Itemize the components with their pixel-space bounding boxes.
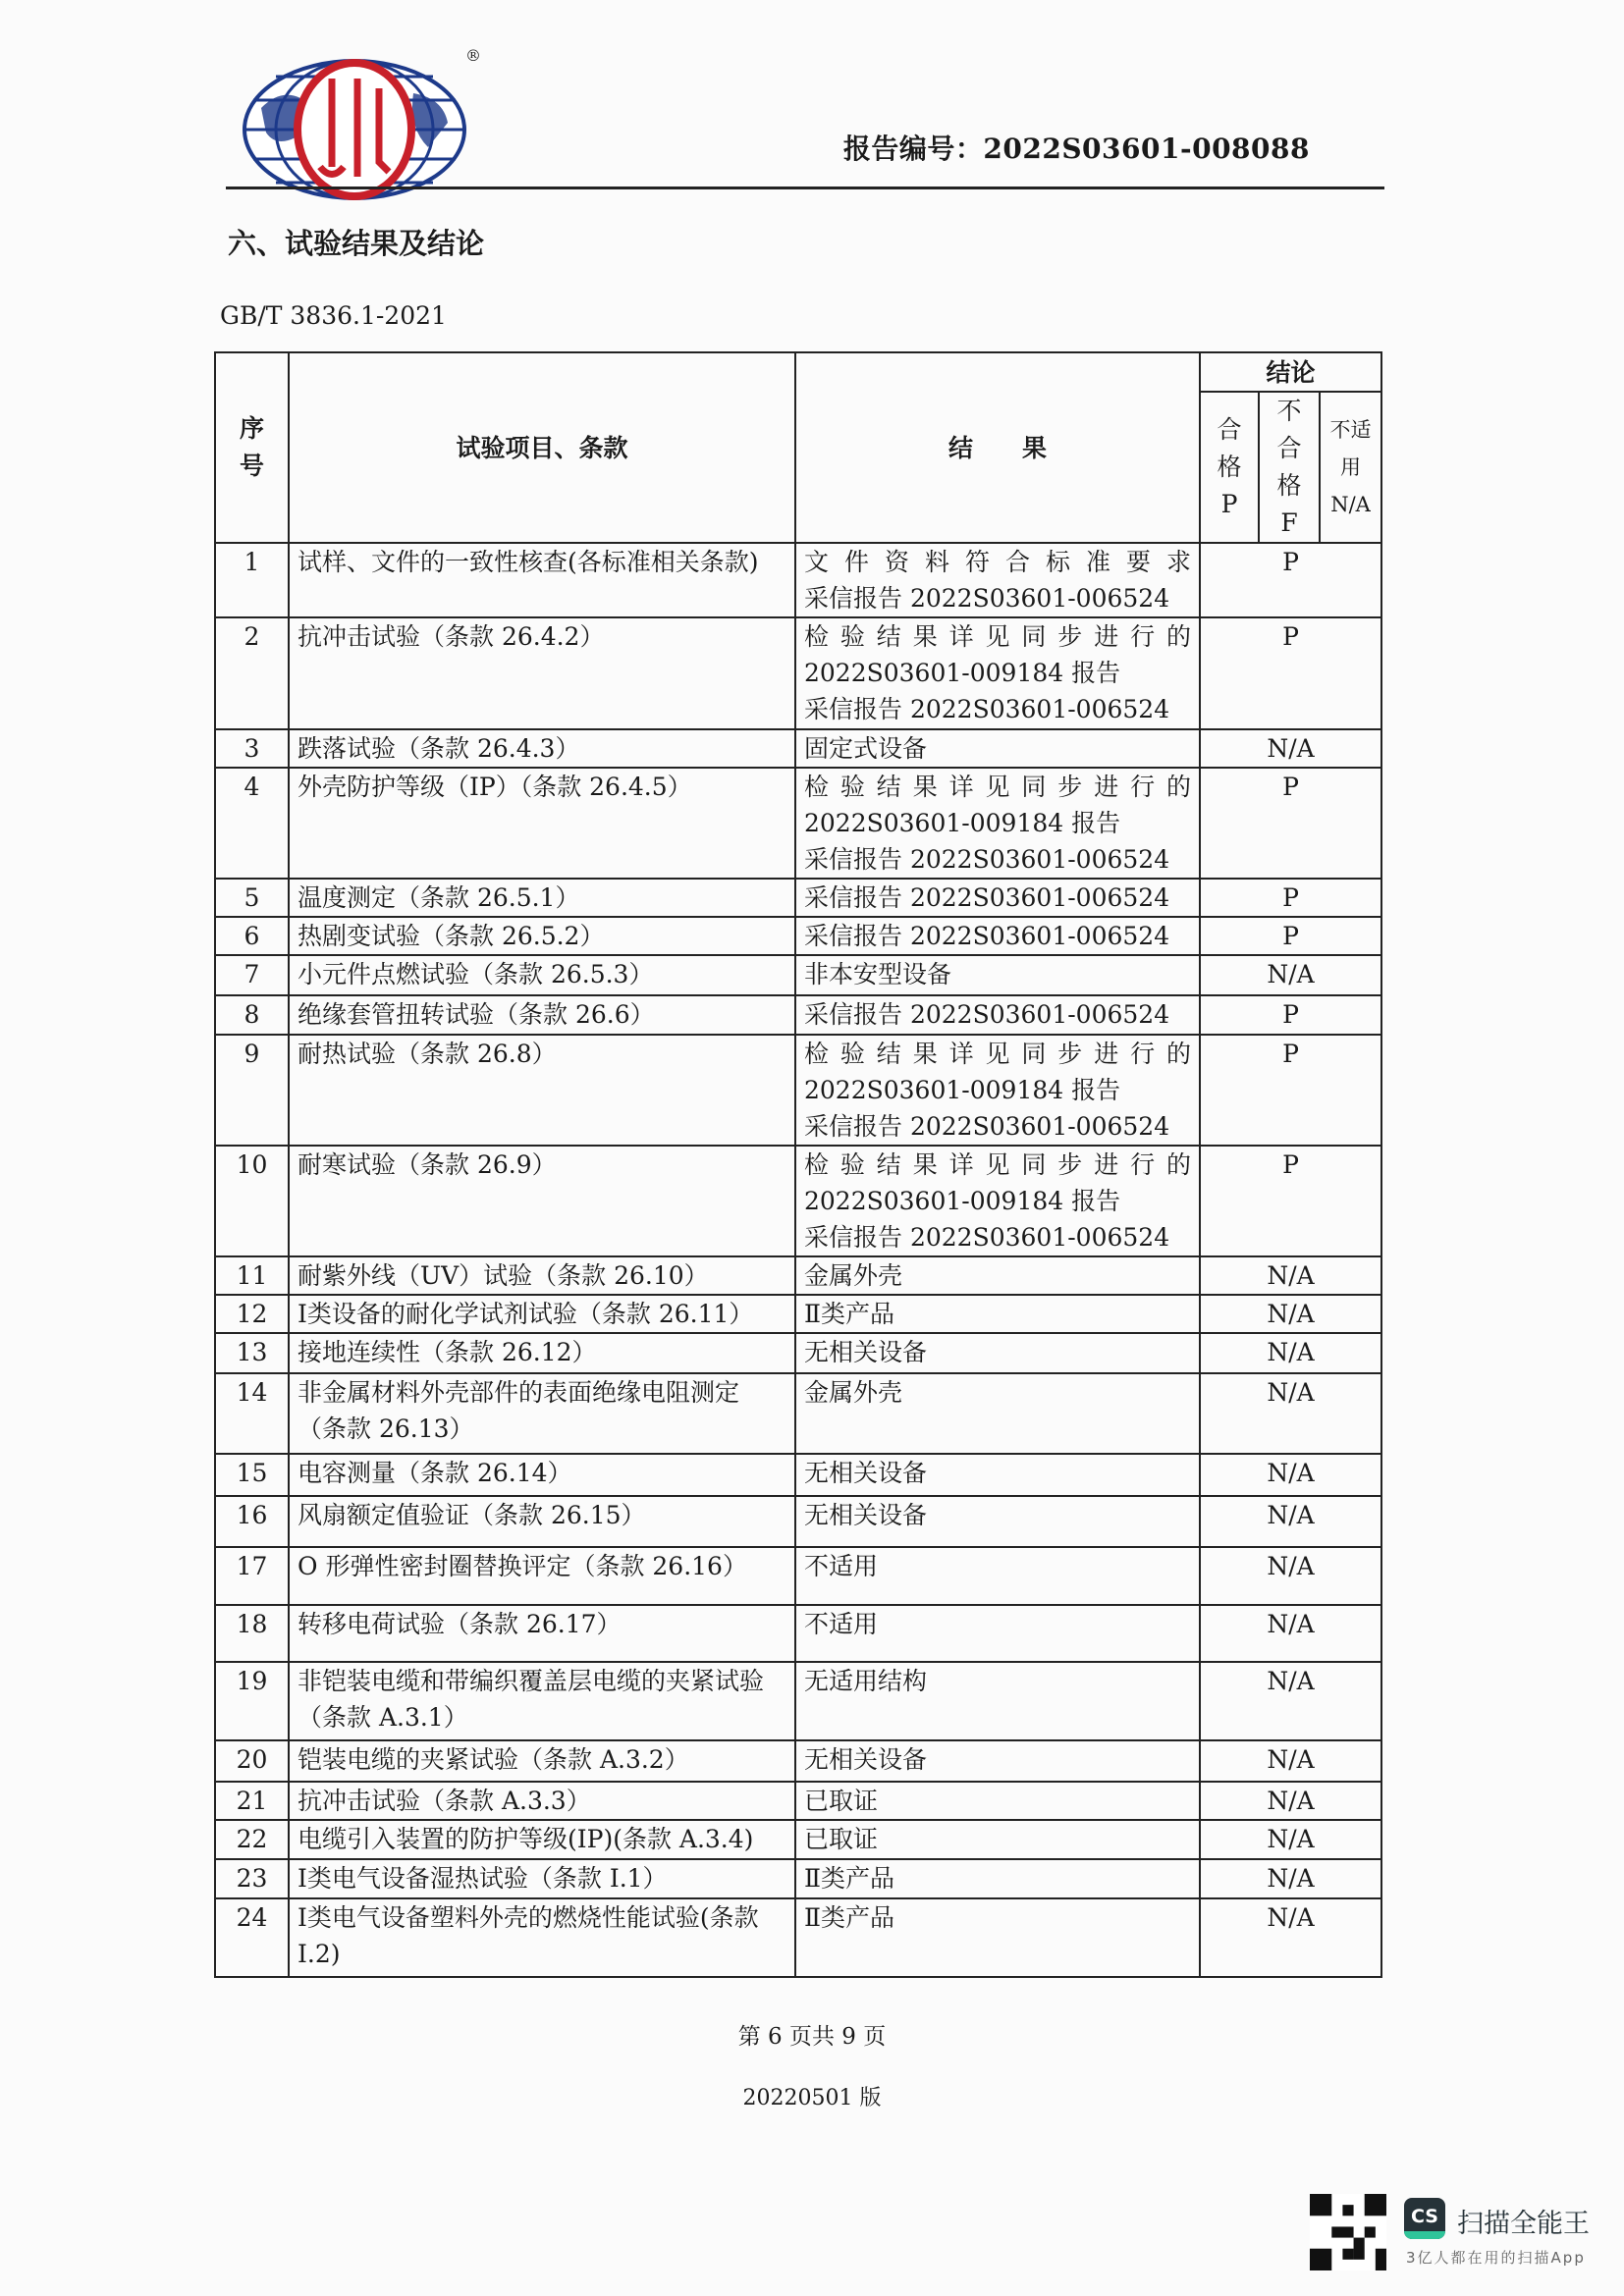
test-result bbox=[795, 879, 1200, 917]
result-line: 检验结果详见同步进行的 bbox=[804, 1150, 1191, 1179]
test-item: 小元件点燃试验（条款 26.5.3） bbox=[289, 955, 795, 995]
conclusion: N/A bbox=[1200, 1256, 1381, 1295]
test-result bbox=[795, 1605, 1200, 1662]
result-line: 2022S03601-009184 报告 bbox=[804, 1076, 1121, 1104]
test-item: 耐寒试验（条款 26.9） bbox=[289, 1146, 795, 1256]
test-result bbox=[795, 1496, 1200, 1547]
conclusion: P bbox=[1200, 1035, 1381, 1146]
result-line: 不适用 bbox=[804, 1552, 879, 1580]
test-result bbox=[795, 729, 1200, 768]
result-line: Ⅱ类产品 bbox=[804, 1300, 894, 1328]
table-row bbox=[215, 1782, 1381, 1820]
row-number: 11 bbox=[215, 1256, 289, 1295]
result-line: Ⅱ类产品 bbox=[804, 1864, 894, 1893]
test-item: 抗冲击试验（条款 A.3.3） bbox=[289, 1782, 795, 1820]
test-item: 电容测量（条款 26.14） bbox=[289, 1454, 795, 1496]
table-row bbox=[215, 1035, 1381, 1146]
result-line: 检验结果详见同步进行的 bbox=[804, 622, 1191, 651]
conclusion: N/A bbox=[1200, 955, 1381, 995]
header-pass: 合格P bbox=[1200, 392, 1259, 543]
conclusion: N/A bbox=[1200, 1454, 1381, 1496]
registered-mark: ® bbox=[465, 46, 481, 65]
row-number: 20 bbox=[215, 1740, 289, 1782]
test-result bbox=[795, 543, 1200, 617]
result-line: 已取证 bbox=[804, 1787, 879, 1815]
result-line: 无相关设备 bbox=[804, 1459, 928, 1487]
test-result bbox=[795, 1859, 1200, 1898]
test-result bbox=[795, 1820, 1200, 1859]
table-row bbox=[215, 1547, 1381, 1605]
row-number: 22 bbox=[215, 1820, 289, 1859]
row-number: 6 bbox=[215, 917, 289, 955]
row-number: 14 bbox=[215, 1373, 289, 1454]
result-line: 2022S03601-009184 报告 bbox=[804, 1187, 1121, 1215]
test-result bbox=[795, 955, 1200, 995]
test-item: 非铠装电缆和带编织覆盖层电缆的夹紧试验（条款 A.3.1） bbox=[289, 1662, 795, 1740]
test-item: 跌落试验（条款 26.4.3） bbox=[289, 729, 795, 768]
row-number: 24 bbox=[215, 1898, 289, 1977]
test-item: O 形弹性密封圈替换评定（条款 26.16） bbox=[289, 1547, 795, 1605]
result-line: 金属外壳 bbox=[804, 1261, 903, 1290]
test-item: 非金属材料外壳部件的表面绝缘电阻测定（条款 26.13） bbox=[289, 1373, 795, 1454]
row-number: 19 bbox=[215, 1662, 289, 1740]
table-row bbox=[215, 1662, 1381, 1740]
test-item: 电缆引入装置的防护等级(IP)(条款 A.3.4) bbox=[289, 1820, 795, 1859]
test-result bbox=[795, 1373, 1200, 1454]
row-number: 16 bbox=[215, 1496, 289, 1547]
row-number: 5 bbox=[215, 879, 289, 917]
conclusion: P bbox=[1200, 917, 1381, 955]
result-line: 采信报告 2022S03601-006524 bbox=[804, 1223, 1170, 1252]
test-item: 热剧变试验（条款 26.5.2） bbox=[289, 917, 795, 955]
table-row bbox=[215, 1898, 1381, 1977]
test-result bbox=[795, 768, 1200, 879]
conclusion: P bbox=[1200, 768, 1381, 879]
conclusion: P bbox=[1200, 879, 1381, 917]
table-row bbox=[215, 917, 1381, 955]
conclusion: N/A bbox=[1200, 729, 1381, 768]
table-row bbox=[215, 1295, 1381, 1333]
header-no: 序号 bbox=[215, 352, 289, 543]
header-divider bbox=[226, 187, 1384, 189]
row-number: 9 bbox=[215, 1035, 289, 1146]
row-number: 17 bbox=[215, 1547, 289, 1605]
table-row bbox=[215, 1820, 1381, 1859]
conclusion: N/A bbox=[1200, 1496, 1381, 1547]
result-line: 2022S03601-009184 报告 bbox=[804, 809, 1121, 837]
conclusion: N/A bbox=[1200, 1605, 1381, 1662]
table-row bbox=[215, 768, 1381, 879]
test-item: 试样、文件的一致性核查(各标准相关条款) bbox=[289, 543, 795, 617]
test-result bbox=[795, 1547, 1200, 1605]
row-number: 15 bbox=[215, 1454, 289, 1496]
row-number: 7 bbox=[215, 955, 289, 995]
result-line: 采信报告 2022S03601-006524 bbox=[804, 922, 1170, 950]
test-item: Ⅰ类电气设备塑料外壳的燃烧性能试验(条款 I.2) bbox=[289, 1898, 795, 1977]
result-line: 采信报告 2022S03601-006524 bbox=[804, 883, 1170, 912]
report-number: 报告编号：2022S03601-008088 bbox=[842, 133, 1310, 165]
table-row bbox=[215, 995, 1381, 1035]
result-line: 采信报告 2022S03601-006524 bbox=[804, 584, 1170, 613]
result-line: 无相关设备 bbox=[804, 1501, 928, 1529]
header-na: 不适用N/A bbox=[1320, 392, 1381, 543]
camscanner-slogan: 3亿人都在用的扫描App bbox=[1406, 2249, 1586, 2267]
test-item: Ⅰ类设备的耐化学试剂试验（条款 26.11） bbox=[289, 1295, 795, 1333]
form-version: 20220501 版 bbox=[742, 2086, 882, 2110]
test-item: 外壳防护等级（IP）（条款 26.4.5） bbox=[289, 768, 795, 879]
table-row bbox=[215, 955, 1381, 995]
test-item: 耐热试验（条款 26.8） bbox=[289, 1035, 795, 1146]
result-line: 采信报告 2022S03601-006524 bbox=[804, 695, 1170, 723]
test-result bbox=[795, 1295, 1200, 1333]
conclusion: P bbox=[1200, 543, 1381, 617]
company-logo bbox=[242, 39, 483, 202]
test-item: 耐紫外线（UV）试验（条款 26.10） bbox=[289, 1256, 795, 1295]
qr-code-icon bbox=[1310, 2194, 1386, 2270]
test-result bbox=[795, 1256, 1200, 1295]
result-line: 采信报告 2022S03601-006524 bbox=[804, 845, 1170, 874]
row-number: 18 bbox=[215, 1605, 289, 1662]
conclusion: N/A bbox=[1200, 1782, 1381, 1820]
row-number: 10 bbox=[215, 1146, 289, 1256]
conclusion: N/A bbox=[1200, 1820, 1381, 1859]
test-result bbox=[795, 995, 1200, 1035]
row-number: 3 bbox=[215, 729, 289, 768]
test-result bbox=[795, 1035, 1200, 1146]
conclusion: P bbox=[1200, 617, 1381, 729]
test-result bbox=[795, 917, 1200, 955]
result-line: 无适用结构 bbox=[804, 1667, 928, 1695]
result-line: 固定式设备 bbox=[804, 734, 928, 763]
table-row bbox=[215, 617, 1381, 729]
conclusion: N/A bbox=[1200, 1373, 1381, 1454]
result-line: 采信报告 2022S03601-006524 bbox=[804, 1000, 1170, 1029]
row-number: 23 bbox=[215, 1859, 289, 1898]
test-item: 温度测定（条款 26.5.1） bbox=[289, 879, 795, 917]
row-number: 8 bbox=[215, 995, 289, 1035]
conclusion: N/A bbox=[1200, 1859, 1381, 1898]
row-number: 1 bbox=[215, 543, 289, 617]
table-row bbox=[215, 1373, 1381, 1454]
conclusion: N/A bbox=[1200, 1333, 1381, 1373]
row-number: 12 bbox=[215, 1295, 289, 1333]
test-item: 抗冲击试验（条款 26.4.2） bbox=[289, 617, 795, 729]
result-line: 非本安型设备 bbox=[804, 960, 952, 988]
table-row bbox=[215, 1496, 1381, 1547]
table-row bbox=[215, 543, 1381, 617]
test-result bbox=[795, 1662, 1200, 1740]
test-result bbox=[795, 1782, 1200, 1820]
header-conclusion: 结论 bbox=[1200, 352, 1381, 392]
row-number: 21 bbox=[215, 1782, 289, 1820]
test-result bbox=[795, 1146, 1200, 1256]
camscanner-watermark bbox=[1310, 2192, 1624, 2290]
header-result: 结 果 bbox=[795, 352, 1200, 543]
test-result bbox=[795, 1454, 1200, 1496]
test-item: 风扇额定值验证（条款 26.15） bbox=[289, 1496, 795, 1547]
result-line: Ⅱ类产品 bbox=[804, 1903, 894, 1932]
result-line: 已取证 bbox=[804, 1825, 879, 1853]
test-result bbox=[795, 617, 1200, 729]
row-number: 2 bbox=[215, 617, 289, 729]
test-result bbox=[795, 1898, 1200, 1977]
result-line: 检验结果详见同步进行的 bbox=[804, 1040, 1191, 1068]
result-line: 文件资料符合标准要求 bbox=[804, 548, 1191, 576]
result-line: 无相关设备 bbox=[804, 1745, 928, 1774]
conclusion: P bbox=[1200, 995, 1381, 1035]
row-number: 13 bbox=[215, 1333, 289, 1373]
table-row bbox=[215, 1333, 1381, 1373]
header-item: 试验项目、条款 bbox=[289, 352, 795, 543]
table-row bbox=[215, 1454, 1381, 1496]
conclusion: N/A bbox=[1200, 1898, 1381, 1977]
test-item: 绝缘套管扭转试验（条款 26.6） bbox=[289, 995, 795, 1035]
result-line: 采信报告 2022S03601-006524 bbox=[804, 1112, 1170, 1141]
table-row bbox=[215, 1605, 1381, 1662]
table-row bbox=[215, 1256, 1381, 1295]
test-result bbox=[795, 1740, 1200, 1782]
table-row bbox=[215, 729, 1381, 768]
test-item: Ⅰ类电气设备湿热试验（条款 I.1） bbox=[289, 1859, 795, 1898]
result-line: 金属外壳 bbox=[804, 1378, 903, 1407]
table-row bbox=[215, 1859, 1381, 1898]
test-item: 转移电荷试验（条款 26.17） bbox=[289, 1605, 795, 1662]
result-line: 检验结果详见同步进行的 bbox=[804, 773, 1191, 801]
test-result bbox=[795, 1333, 1200, 1373]
conclusion: N/A bbox=[1200, 1662, 1381, 1740]
table-row bbox=[215, 879, 1381, 917]
standard-code: GB/T 3836.1-2021 bbox=[220, 301, 447, 330]
table-row bbox=[215, 1740, 1381, 1782]
header-fail: 不合格F bbox=[1259, 392, 1320, 543]
conclusion: N/A bbox=[1200, 1740, 1381, 1782]
camscanner-name: 扫描全能王 bbox=[1457, 2209, 1590, 2239]
camscanner-logo: CS bbox=[1404, 2198, 1445, 2239]
row-number: 4 bbox=[215, 768, 289, 879]
result-line: 无相关设备 bbox=[804, 1338, 928, 1366]
section-title: 六、试验结果及结论 bbox=[228, 227, 485, 260]
result-line: 不适用 bbox=[804, 1610, 879, 1638]
page-number: 第 6 页共 9 页 bbox=[737, 2024, 887, 2050]
results-table bbox=[214, 351, 1382, 1978]
result-line: 2022S03601-009184 报告 bbox=[804, 659, 1121, 687]
test-item: 接地连续性（条款 26.12） bbox=[289, 1333, 795, 1373]
conclusion: N/A bbox=[1200, 1547, 1381, 1605]
conclusion: N/A bbox=[1200, 1295, 1381, 1333]
test-item: 铠装电缆的夹紧试验（条款 A.3.2） bbox=[289, 1740, 795, 1782]
table-row bbox=[215, 1146, 1381, 1256]
conclusion: P bbox=[1200, 1146, 1381, 1256]
